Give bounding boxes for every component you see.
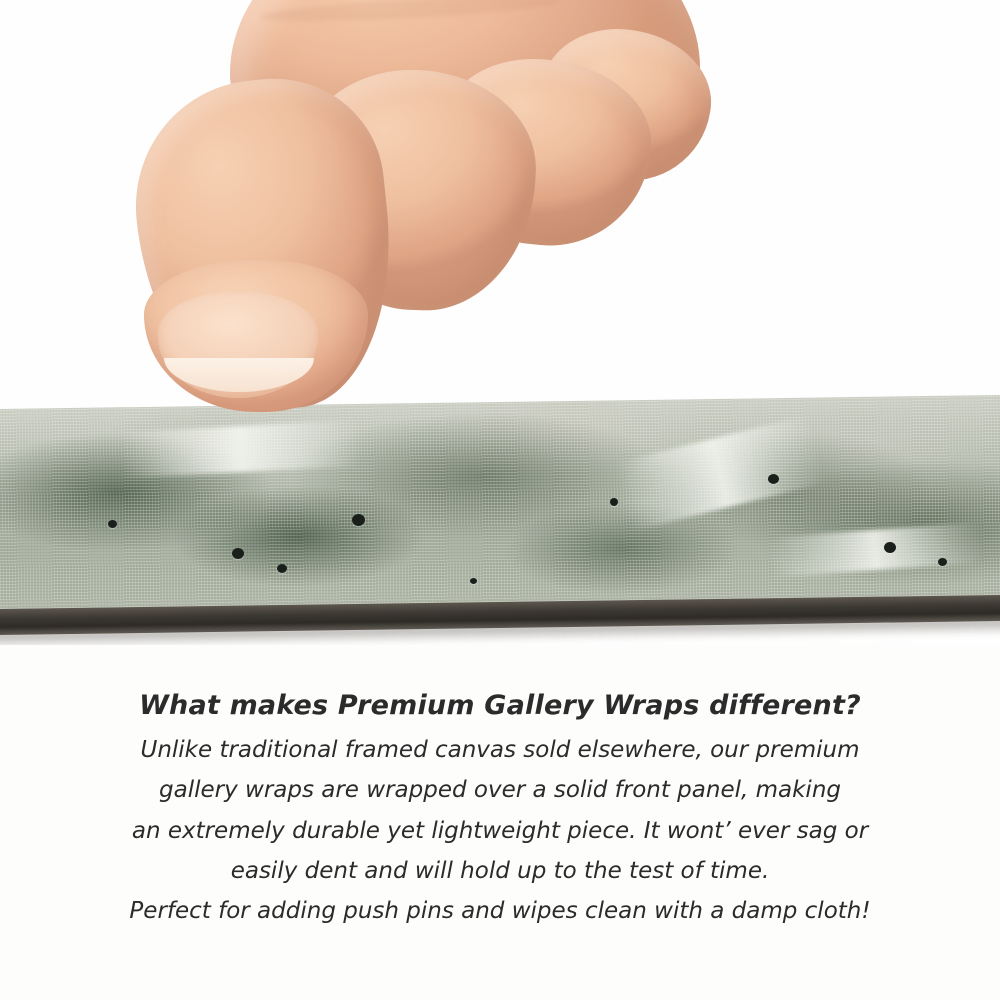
gallery-wrap-edge-slab — [0, 402, 1000, 642]
canvas-speck — [108, 520, 117, 528]
caption-line: an extremely durable yet lightweight piece. It wont’ ever sag or — [131, 817, 869, 844]
caption-heading: What makes Premium Gallery Wraps different? — [139, 690, 861, 721]
canvas-speck — [277, 564, 287, 573]
canvas-speck — [232, 548, 244, 559]
canvas-speck — [610, 498, 618, 506]
canvas-weave-texture — [0, 395, 1000, 621]
caption-line: Unlike traditional framed canvas sold elsewhere, our premium — [140, 737, 860, 763]
caption-line: easily dent and will hold up to the test of time. — [230, 857, 770, 884]
canvas-speck — [884, 542, 896, 553]
caption-line: gallery wraps are wrapped over a solid front panel, making — [159, 777, 841, 804]
canvas-speck — [768, 474, 779, 484]
caption-body — [0, 735, 1000, 927]
caption-block — [0, 690, 1000, 936]
canvas-speck — [470, 578, 477, 584]
canvas-speck — [352, 514, 365, 526]
hand-illustration — [110, 0, 690, 425]
canvas-speck — [938, 558, 947, 566]
caption-line: Perfect for adding push pins and wipes clean with a damp cloth! — [129, 898, 871, 925]
